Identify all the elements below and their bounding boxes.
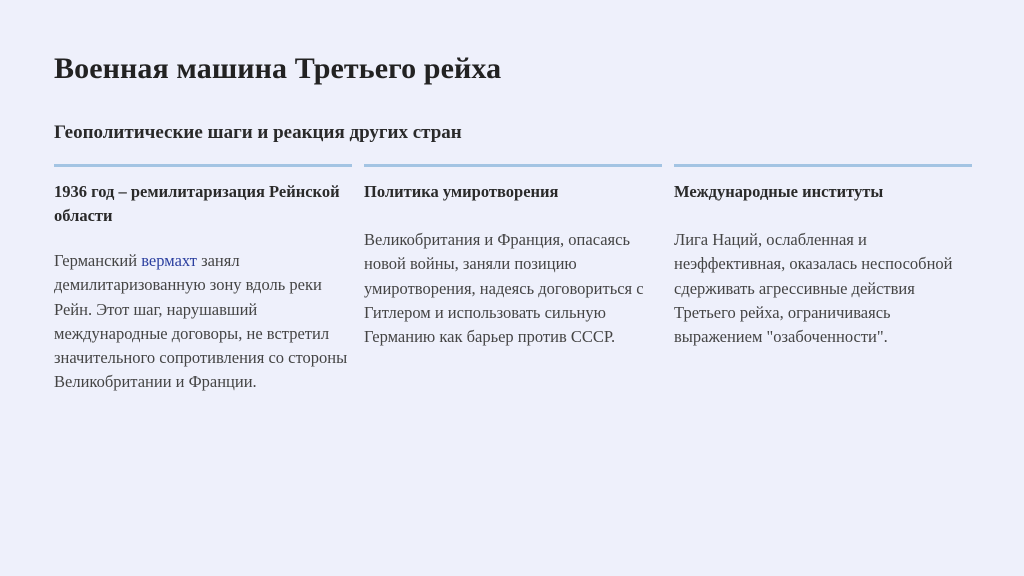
column-heading: 1936 год – ремилитаризация Рейнской области bbox=[54, 182, 340, 225]
column-rhineland bbox=[54, 164, 352, 395]
column-body bbox=[54, 249, 352, 395]
wehrmacht-link[interactable]: вермахт bbox=[141, 251, 197, 270]
column-body: Лига Наций, ослабленная и неэффективная, оказалась неспособной сдерживать агрессивные действия Третьего рейха, ограничиваясь выражением "озабоченности". bbox=[674, 230, 953, 347]
column-body: Великобритания и Франция, опасаясь новой войны, заняли позицию умиротворения, надеясь договориться с Гитлером и использовать сильную Германию как барьер против СССР. bbox=[364, 230, 644, 347]
slide-subtitle: Геополитические шаги и реакция других стран bbox=[54, 122, 462, 143]
column-appeasement bbox=[364, 164, 662, 395]
body-text-end: занял демилитаризованную зону вдоль реки Рейн. Этот шаг, нарушавший международные договоры, не встретил значительного сопротивления со стороны Великобритании и Франции. bbox=[54, 251, 348, 392]
slide-title: Военная машина Третьего рейха bbox=[54, 52, 502, 85]
column-heading: Политика умиротворения bbox=[364, 182, 559, 201]
column-heading: Международные институты bbox=[674, 182, 884, 201]
body-text-start: Германский bbox=[54, 251, 142, 270]
columns-container bbox=[54, 164, 972, 395]
column-international-institutions bbox=[674, 164, 972, 395]
